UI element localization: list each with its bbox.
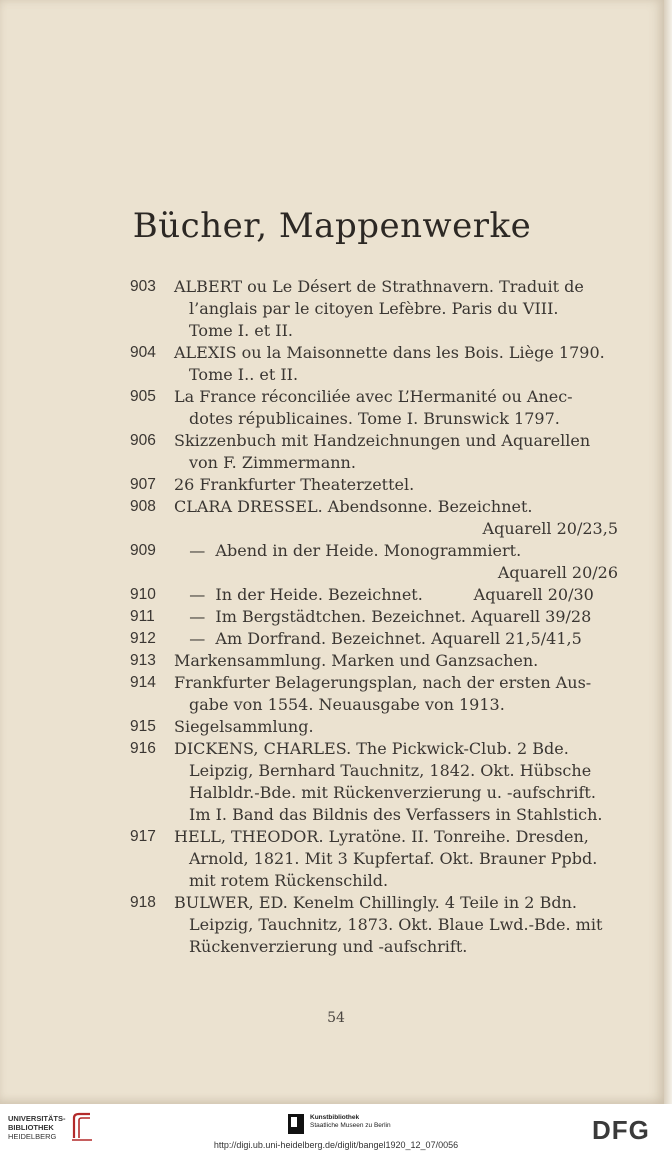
entry-number: 917 [130, 828, 156, 845]
catalog-entry [130, 738, 624, 826]
kunstbibliothek-logo-icon [288, 1114, 304, 1134]
catalog-entry [130, 826, 624, 892]
kunstbibliothek-line-2: Staatliche Museen zu Berlin [310, 1122, 391, 1129]
catalog-entry [130, 716, 624, 738]
catalog-entry [130, 496, 624, 540]
entry-text-line: l’anglais par le citoyen Lefèbre. Paris du VIII. [189, 299, 559, 318]
kunstbibliothek-line-1: Kunstbibliothek [310, 1114, 360, 1121]
entry-text-line: Leipzig, Tauchnitz, 1873. Okt. Blaue Lwd.-Bde. mit [189, 915, 603, 934]
entry-number: 904 [130, 344, 156, 361]
catalog-entry [130, 672, 624, 716]
entry-text-line: dotes républicaines. Tome I. Brunswick 1797. [189, 409, 560, 428]
entry-text-line: Im I. Band das Bildnis des Verfassers in Stahlstich. [189, 805, 603, 824]
catalog-entry [130, 276, 624, 342]
entry-number: 907 [130, 476, 156, 493]
catalog-entry [130, 628, 624, 650]
university-line-3: HEIDELBERG [8, 1132, 57, 1141]
catalog-entry [130, 892, 624, 958]
digitization-footer [0, 1104, 672, 1153]
entry-number: 908 [130, 498, 156, 515]
entry-text-line: 26 Frankfurter Theaterzettel. [174, 475, 415, 494]
entry-number: 905 [130, 388, 156, 405]
entry-text-line: ALBERT ou Le Désert de Strathnavern. Traduit de [174, 277, 584, 296]
dfg-logo[interactable]: DFG [592, 1115, 650, 1145]
entry-number: 916 [130, 740, 156, 757]
entry-number: 906 [130, 432, 156, 449]
university-line-1: UNIVERSITÄTS- [8, 1114, 66, 1123]
entry-text-line: mit rotem Rückenschild. [189, 871, 389, 890]
entry-text-line: DICKENS, CHARLES. The Pickwick-Club. 2 Bde. [174, 739, 569, 758]
entry-number: 910 [130, 586, 156, 603]
entry-number: 912 [130, 630, 156, 647]
entry-text-line: von F. Zimmermann. [189, 453, 356, 472]
entry-number: 909 [130, 542, 156, 559]
entry-text-line: La France réconciliée avec L’Hermanité ou Anec- [174, 387, 573, 406]
entry-number: 911 [130, 608, 155, 625]
catalog-entry [130, 540, 624, 584]
entry-text-line: Arnold, 1821. Mit 3 Kupfertaf. Okt. Brauner Ppbd. [189, 849, 598, 868]
catalog-entry [130, 342, 624, 386]
entry-text-line: Tome I. et II. [189, 321, 293, 340]
catalog-entry [130, 606, 624, 628]
entry-text-line: Markensammlung. Marken und Ganzsachen. [174, 651, 539, 670]
university-line-2: BIBLIOTHEK [8, 1123, 54, 1132]
entry-text-line: BULWER, ED. Kenelm Chillingly. 4 Teile in 2 Bdn. [174, 893, 577, 912]
entry-text-line: Siegelsammlung. [174, 717, 314, 736]
entry-number: 914 [130, 674, 156, 691]
entry-text-line: — Am Dorfrand. Bezeichnet. Aquarell 21,5/41,5 [174, 629, 582, 648]
entry-text-line: HELL, THEODOR. Lyratöne. II. Tonreihe. Dresden, [174, 827, 589, 846]
entry-medium-dimensions: Aquarell 20/26 [497, 563, 618, 582]
entry-text-line: Halbldr.-Bde. mit Rückenverzierung u. -aufschrift. [189, 783, 596, 802]
entry-text-line: ALEXIS ou la Maisonnette dans les Bois. Liège 1790. [174, 343, 605, 362]
entry-text-line: Tome I.. et II. [189, 365, 299, 384]
entry-text-line: Frankfurter Belagerungsplan, nach der ersten Aus- [174, 673, 592, 692]
entry-text-line: — In der Heide. Bezeichnet. Aquarell 20/30 [174, 585, 594, 604]
source-url-link[interactable]: http://digi.ub.uni-heidelberg.de/diglit/bangel1920_12_07/0056 [213, 1140, 459, 1150]
entry-text-line: — Abend in der Heide. Monogrammiert. [174, 541, 522, 560]
page-edge [664, 0, 672, 1104]
entry-medium-dimensions: Aquarell 20/23,5 [482, 519, 618, 538]
catalog-entries [130, 276, 624, 958]
page-number: 54 [327, 1010, 345, 1026]
entry-text-line: Leipzig, Bernhard Tauchnitz, 1842. Okt. Hübsche [189, 761, 592, 780]
page-heading: Bücher, Mappenwerke [132, 206, 532, 246]
catalog-entry [130, 430, 624, 474]
entry-text-line: gabe von 1554. Neuausgabe von 1913. [189, 695, 505, 714]
catalog-entry [130, 386, 624, 430]
entry-number: 903 [130, 278, 156, 295]
entry-text-line: CLARA DRESSEL. Abendsonne. Bezeichnet. [174, 497, 533, 516]
catalog-entry [130, 474, 624, 496]
entry-number: 918 [130, 894, 156, 911]
catalog-entry [130, 584, 624, 606]
university-library-logo[interactable] [8, 1114, 68, 1141]
kunstbibliothek-credit[interactable] [310, 1114, 391, 1130]
entry-number: 915 [130, 718, 156, 735]
entry-text-line: Rückenverzierung und -aufschrift. [189, 937, 468, 956]
entry-text-line: Skizzenbuch mit Handzeichnungen und Aquarellen [174, 431, 591, 450]
university-seal-icon [70, 1112, 94, 1142]
entry-number: 913 [130, 652, 156, 669]
entry-text-line: — Im Bergstädtchen. Bezeichnet. Aquarell 39/28 [174, 607, 592, 626]
catalog-entry [130, 650, 624, 672]
